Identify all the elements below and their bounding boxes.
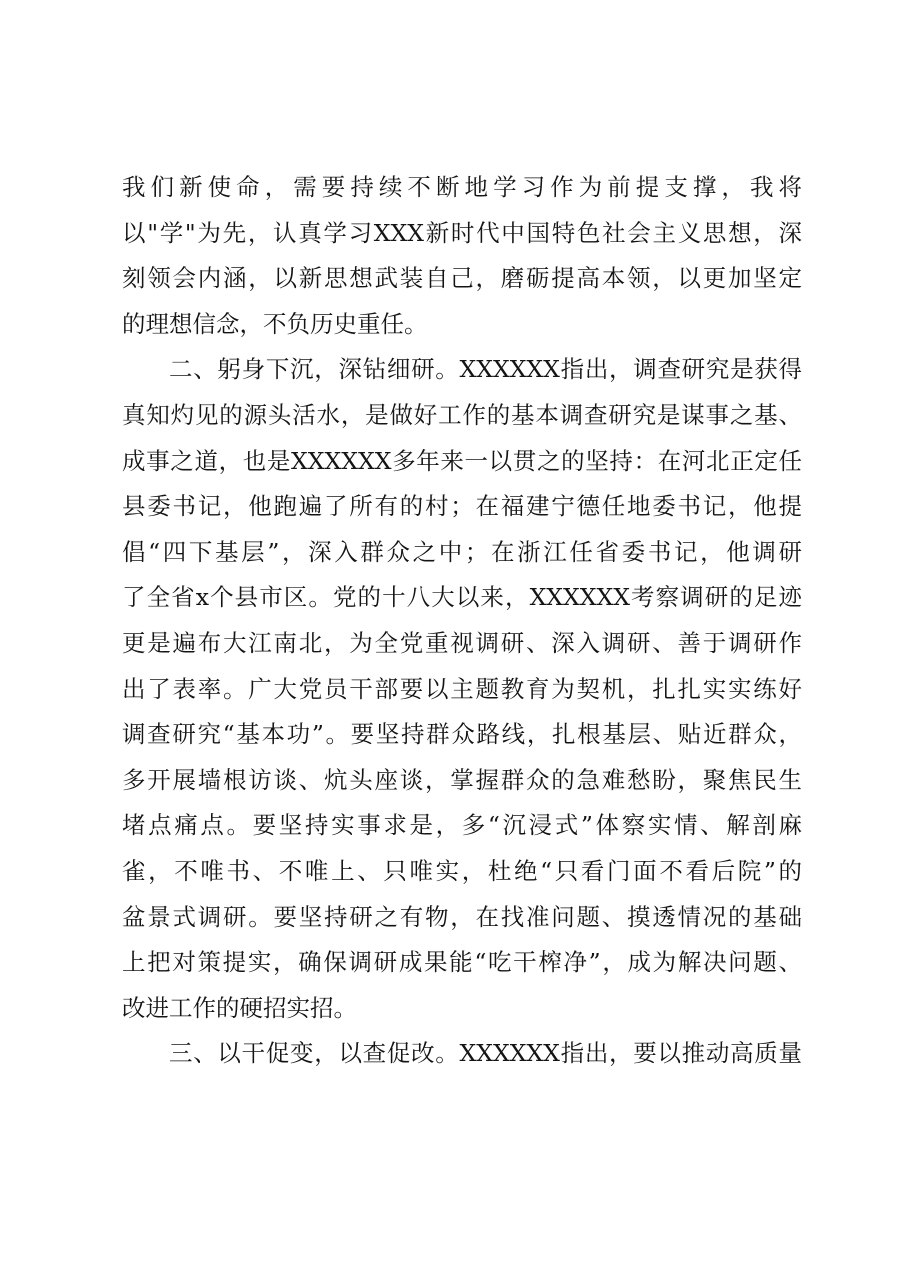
text-line: 盆景式调研。要坚持研之有物，在找准问题、摸透情况的基础 — [122, 902, 802, 931]
text-line: 刻领会内涵，以新思想武装自己，磨砺提高本领，以更加坚定 — [122, 264, 802, 293]
paragraph-two — [122, 347, 802, 1031]
paragraph-continuation — [122, 165, 802, 347]
text-line: 了全省x个县市区。党的十八大以来，XXXXXX考察调研的足迹 — [122, 583, 802, 612]
text-line: 雀，不唯书、不唯上、只唯实，杜绝“只看门面不看后院”的 — [122, 856, 802, 885]
document-body — [122, 165, 802, 1077]
paragraph-heading-line: 二、躬身下沉，深钻细研。XXXXXX指出，调查研究是获得 — [169, 355, 802, 384]
text-line: 的理想信念，不负历史重任。 — [122, 309, 428, 338]
text-line: 出了表率。广大党员干部要以主题教育为契机，扎扎实实练好 — [122, 674, 802, 703]
text-line: 更是遍布大江南北，为全党重视调研、深入调研、善于调研作 — [122, 628, 802, 657]
text-line: 倡“四下基层”，深入群众之中；在浙江任省委书记，他调研 — [122, 537, 802, 566]
text-line: 上把对策提实，确保调研成果能“吃干榨净”，成为解决问题、 — [122, 948, 802, 977]
text-line: 县委书记，他跑遍了所有的村；在福建宁德任地委书记，他提 — [122, 492, 802, 521]
text-line: 调查研究“基本功”。要坚持群众路线，扎根基层、贴近群众， — [122, 720, 802, 749]
text-line: 以"学"为先，认真学习XXX新时代中国特色社会主义思想，深 — [122, 218, 802, 247]
text-line: 多开展墙根访谈、炕头座谈，掌握群众的急难愁盼，聚焦民生 — [122, 765, 802, 794]
paragraph-three — [122, 1031, 802, 1077]
text-line: 真知灼见的源头活水，是做好工作的基本调查研究是谋事之基、 — [122, 400, 802, 429]
text-line: 堵点痛点。要坚持实事求是，多“沉浸式”体察实情、解剖麻 — [122, 811, 802, 840]
text-line: 成事之道，也是XXXXXX多年来一以贯之的坚持：在河北正定任 — [122, 446, 802, 475]
text-line: 我们新使命，需要持续不断地学习作为前提支撑，我将 — [122, 173, 802, 201]
text-line: 改进工作的硬招实招。 — [122, 993, 357, 1022]
paragraph-heading-line: 三、以干促变，以查促改。XXXXXX指出，要以推动高质量 — [169, 1039, 802, 1068]
